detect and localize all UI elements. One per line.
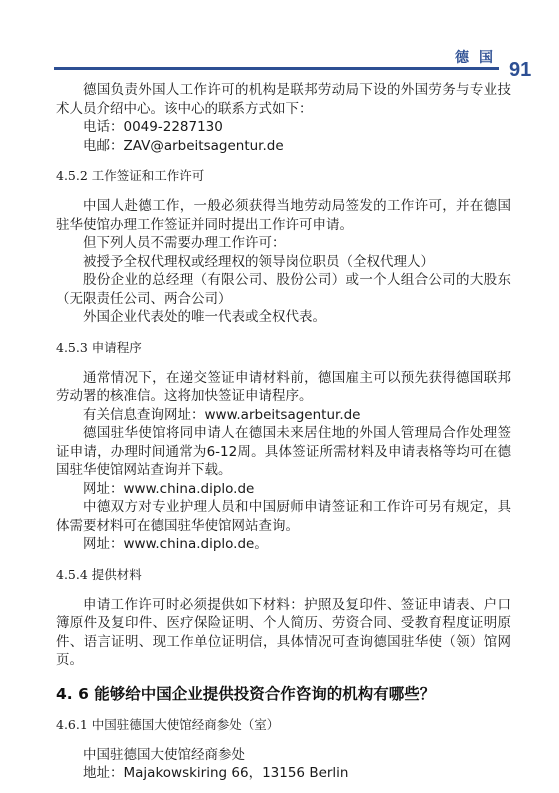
address-line: 地址：Majakowskiring 66，13156 Berlin	[83, 765, 349, 781]
url-line: 网址：www.china.diplo.de	[83, 480, 255, 497]
section-4-5-2-heading: 4.5.2 工作签证和工作许可	[56, 168, 205, 183]
section-4-6-1-heading: 4.6.1 中国驻德国大使馆经商参处（室）	[56, 716, 280, 732]
page-number: 91	[509, 59, 532, 81]
email-line: 电邮：ZAV@arbeitsagentur.de	[83, 137, 284, 154]
section-4-5-4-heading: 4.5.4 提供材料	[56, 566, 142, 582]
paragraph: 中国人赴德工作，一般必须获得当地劳动局签发的工作许可，并在德国驻华使馆办理工作签证并同时提出工作许可申请。	[56, 198, 511, 233]
paragraph: 德国驻华使馆将同申请人在德国未来居住地的外国人管理局合作处理签证申请，办理时间通常为6-12周。具体签证所需材料及申请表格等均可在德国驻华使馆网站查询并下载。	[56, 425, 511, 478]
page-body	[56, 81, 511, 783]
running-header-country: 德国	[455, 50, 503, 66]
paragraph: 被授予全权代理权或经理权的领导岗位职员（全权代理人）	[83, 253, 434, 270]
intro-paragraph: 德国负责外国人工作许可的机构是联邦劳动局下设的外国劳务与专业技术人员介绍中心。该中心的联系方式如下：	[56, 82, 511, 117]
url-line: 网址：www.china.diplo.de。	[83, 536, 268, 552]
section-4-5-3-heading: 4.5.3 申请程序	[56, 339, 142, 355]
paragraph: 外国企业代表处的唯一代表或全权代表。	[83, 309, 326, 325]
paragraph: 申请工作许可时必须提供如下材料：护照及复印件、签证申请表、户口簿原件及复印件、医疗保险证明、个人简历、劳资合同、受教育程度证明原件、语言证明、现工作单位证明信，具体情况可查询德国驻华使（领）馆网页。	[56, 596, 511, 668]
phone-line: 电话：0049-2287130	[83, 119, 223, 135]
paragraph: 中德双方对专业护理人员和中国厨师申请签证和工作许可另有规定，具体需要材料可在德国驻华使馆网站查询。	[56, 499, 511, 534]
paragraph: 股份企业的总经理（有限公司、股份公司）或一个人组合公司的大股东（无限责任公司、两合公司）	[56, 272, 511, 307]
paragraph: 但下列人员不需要办理工作许可：	[83, 235, 286, 251]
header-rule	[54, 67, 499, 70]
paragraph: 中国驻德国大使馆经商参处	[83, 746, 245, 763]
paragraph: 通常情况下，在递交签证申请材料前，德国雇主可以预先获得德国联邦劳动署的核准信。这将加快签证申请程序。	[56, 369, 511, 404]
section-4-6-heading: 4. 6 能够给中国企业提供投资合作咨询的机构有哪些？	[56, 684, 436, 703]
url-line: 有关信息查询网址：www.arbeitsagentur.de	[83, 406, 361, 423]
